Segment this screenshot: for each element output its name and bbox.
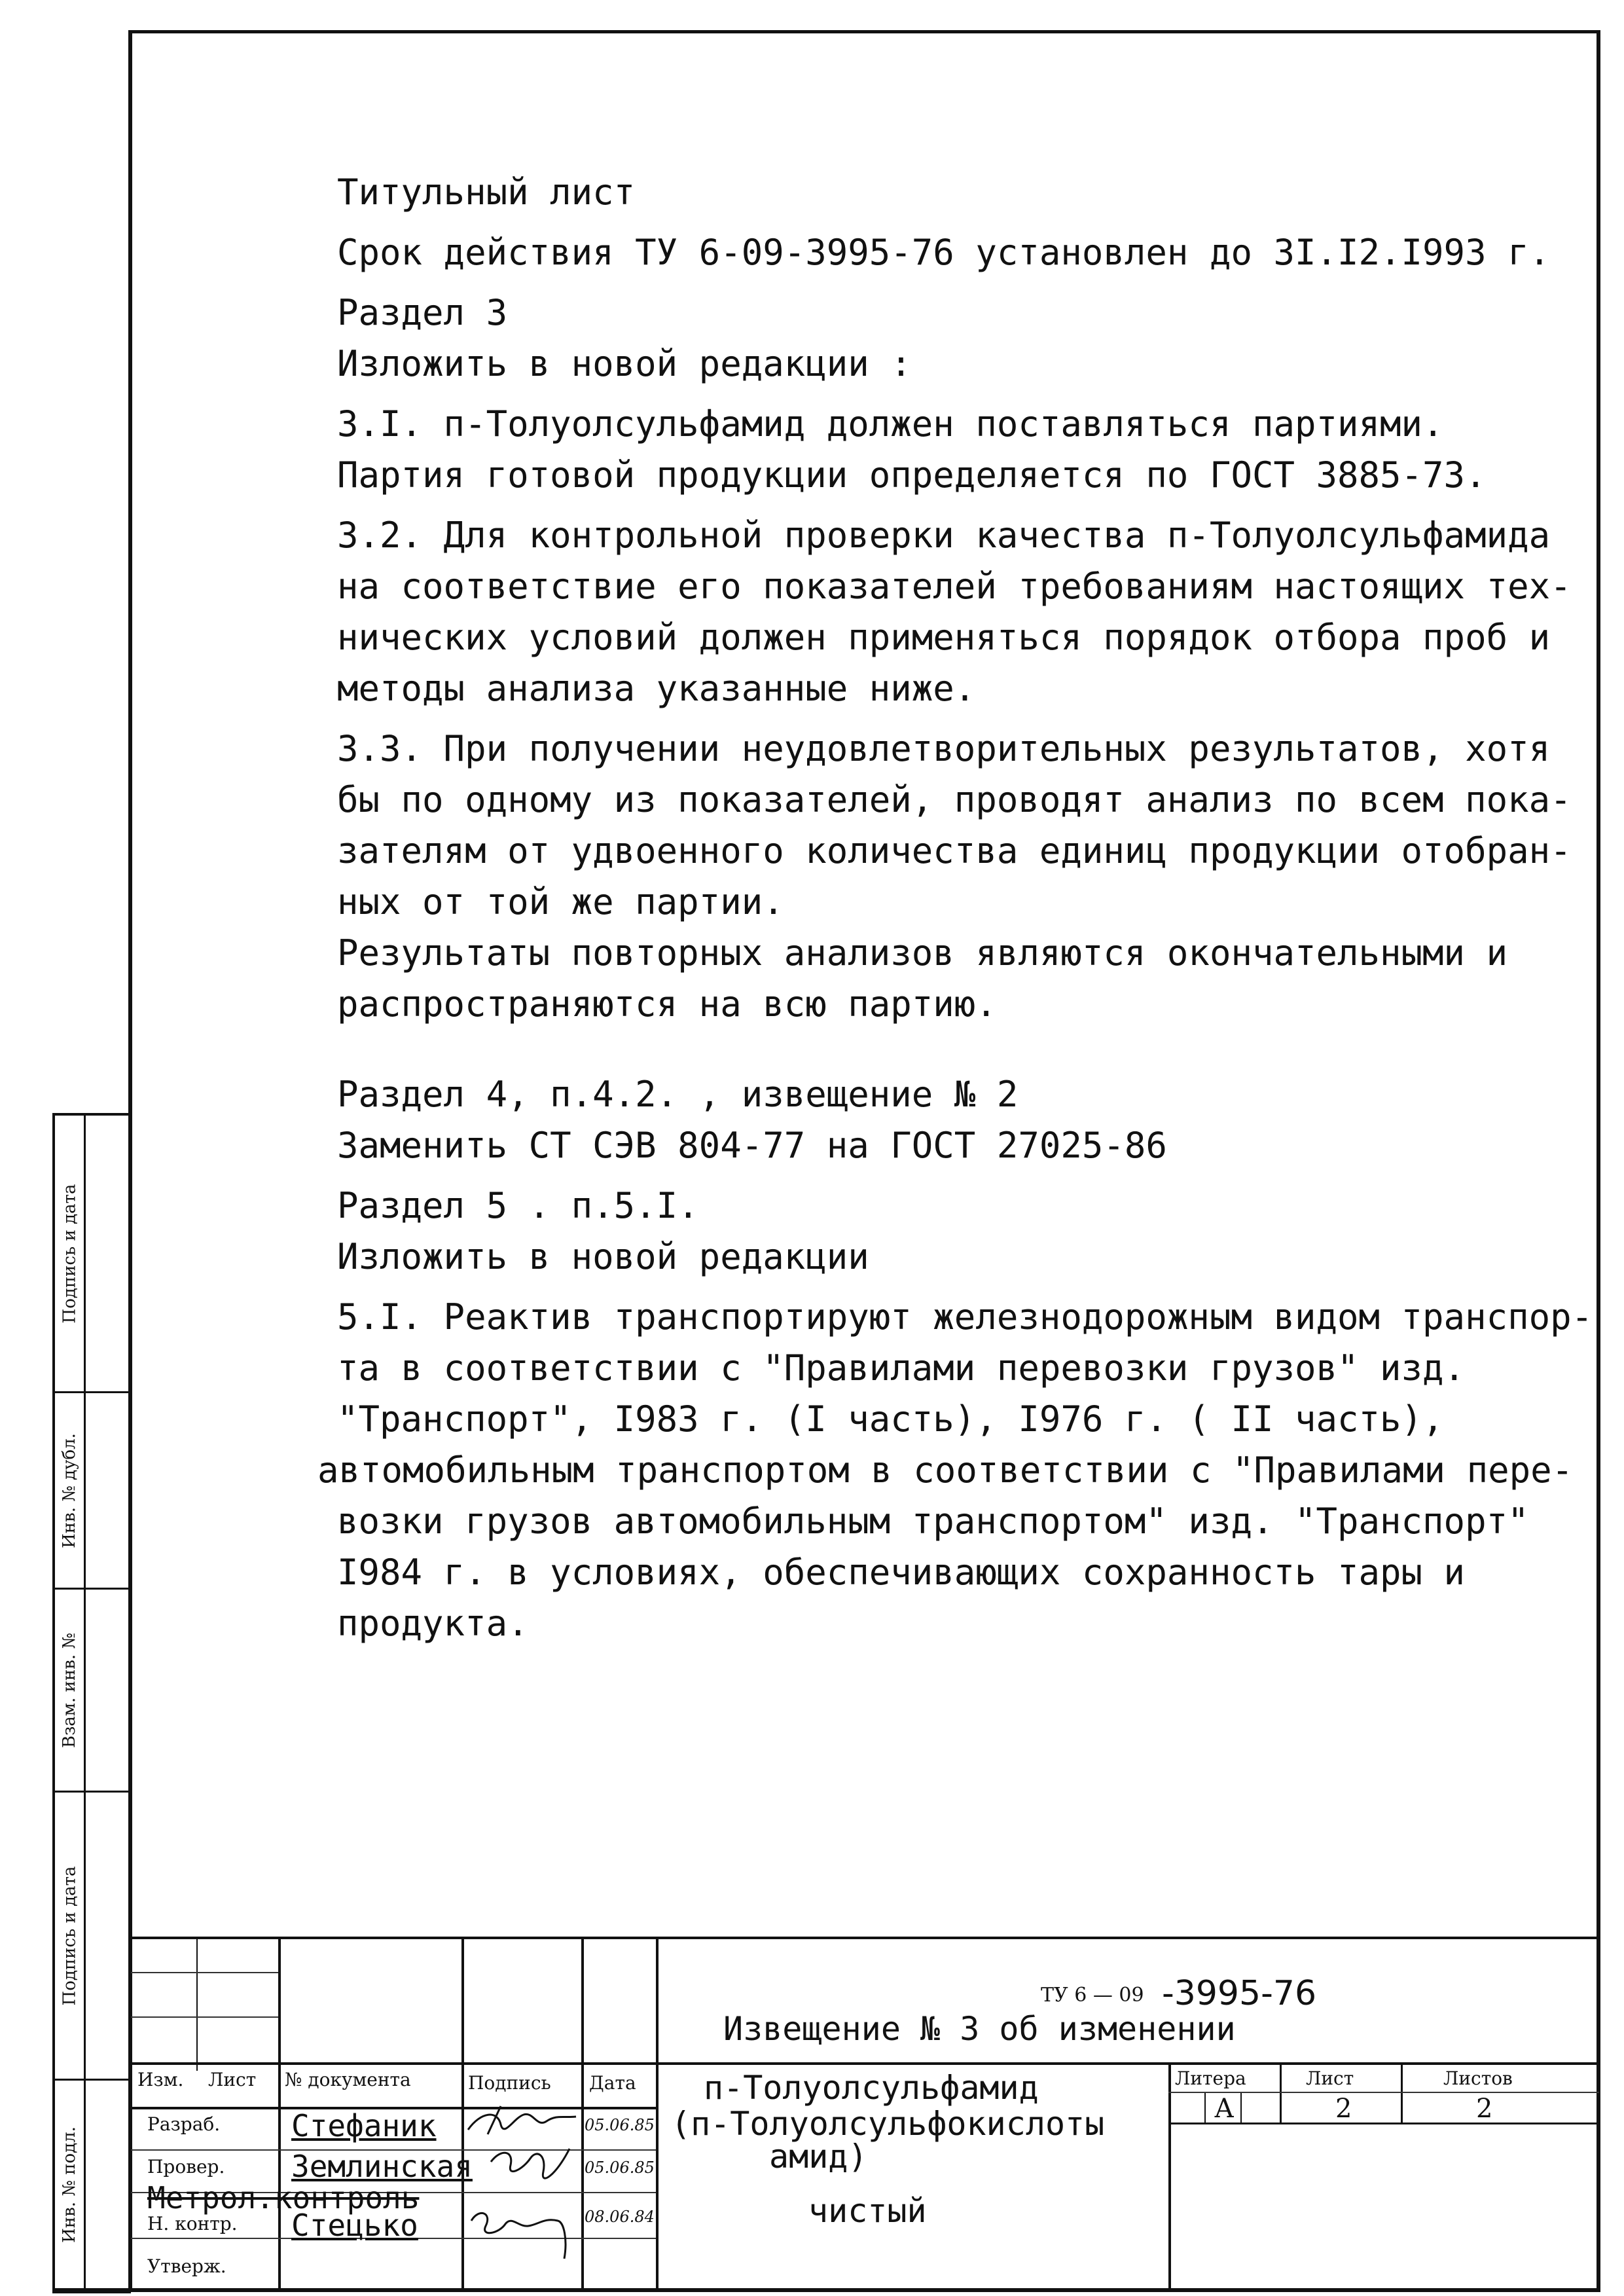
sheets-value: 2 bbox=[1476, 2094, 1493, 2124]
paragraph-3-2-line: на соответствие его показателей требованиям настоящих тех- bbox=[337, 566, 1572, 607]
frame-bottom-border bbox=[52, 2288, 1600, 2292]
checker-date: 05.06.85 bbox=[585, 2159, 655, 2177]
side-label-duplicate-inv: Инв. № дубл. bbox=[60, 1432, 79, 1548]
paragraph-3-3-line: зателям от удвоенного количества единиц продукции отобран- bbox=[337, 830, 1572, 871]
paragraph-5-1-line: 5.I. Реактив транспортируют железнодорожным видом транспор- bbox=[337, 1296, 1593, 1338]
grid-line bbox=[131, 2016, 278, 2018]
role-checker: Провер. bbox=[147, 2156, 225, 2178]
section4-heading: Раздел 4, п.4.2. , извещение № 2 bbox=[337, 1074, 1019, 1115]
sheet-label: Лист bbox=[1306, 2068, 1354, 2089]
metrology-control: Метрол.контроль bbox=[147, 2180, 420, 2215]
paragraph-5-1-line: автомобильным транспортом в соответствии с "Правилами пере- bbox=[317, 1449, 1574, 1491]
side-label-original-inv: Инв. № подл. bbox=[60, 2126, 79, 2243]
validity-line: Срок действия ТУ 6-09-3995-76 установлен до 3I.I2.I993 г. bbox=[337, 232, 1551, 273]
designation-prefix: ТУ 6 — 09 bbox=[1041, 1984, 1144, 2007]
side-label-signature-date-2: Подпись и дата bbox=[60, 1866, 79, 2005]
paragraph-3-3-line: 3.3. При получении неудовлетворительных результатов, хотя bbox=[337, 728, 1551, 769]
norm-control-name: Стецько bbox=[291, 2208, 418, 2243]
grid-line bbox=[1168, 2092, 1599, 2093]
paragraph-5-1-line: I984 г. в условиях, обеспечивающих сохранность тары и bbox=[337, 1552, 1466, 1593]
notice-title: Извещение № 3 об изменении bbox=[723, 2010, 1236, 2048]
document-body bbox=[317, 167, 1593, 1649]
role-approver: Утверж. bbox=[147, 2255, 226, 2277]
litera-label: Литера bbox=[1175, 2068, 1246, 2089]
sheets-label: Листов bbox=[1443, 2068, 1513, 2089]
developer-name: Стефаник bbox=[291, 2108, 437, 2143]
role-developer: Разраб. bbox=[147, 2113, 221, 2135]
section3-heading: Раздел 3 bbox=[337, 292, 508, 333]
section3-instruction: Изложить в новой редакции : bbox=[337, 343, 912, 384]
title-block-divider bbox=[1168, 2062, 1171, 2288]
grid-line bbox=[1204, 2093, 1206, 2123]
product-name: п-Толуолсульфамид bbox=[704, 2069, 1039, 2107]
litera-value: А bbox=[1214, 2094, 1235, 2124]
grid-line bbox=[196, 1937, 198, 2071]
section5-instruction: Изложить в новой редакции bbox=[337, 1236, 869, 1277]
title-sheet-line: Титульный лист bbox=[337, 172, 636, 213]
grid-line bbox=[131, 1972, 278, 1973]
paragraph-3-1-line: Партия готовой продукции определяется по ГОСТ 3885-73. bbox=[337, 454, 1487, 496]
product-alt-name-line1: (п-Толуолсульфокислоты bbox=[671, 2105, 1105, 2143]
grid-line bbox=[1240, 2093, 1242, 2123]
paragraph-3-2-line: 3.2. Для контрольной проверки качества п-Толуолсульфамида bbox=[337, 515, 1551, 556]
side-label-signature-date: Подпись и дата bbox=[60, 1184, 79, 1324]
paragraph-3-3-line: бы по одному из показателей, проводят анализ по всем пока- bbox=[337, 779, 1572, 820]
header-sheet: Лист bbox=[208, 2069, 257, 2090]
header-doc-number: № документа bbox=[285, 2069, 411, 2090]
title-block-line bbox=[656, 2062, 1599, 2065]
product-alt-name-line2: амид) bbox=[769, 2138, 868, 2176]
checker-name: Землинская bbox=[291, 2149, 473, 2184]
title-block-top-line bbox=[131, 1937, 1599, 1939]
checker-signature bbox=[484, 2136, 583, 2188]
paragraph-5-1-line: продукта. bbox=[337, 1603, 529, 1644]
header-date: Дата bbox=[589, 2072, 636, 2094]
paragraph-5-1-line: возки грузов автомобильным транспортом" изд. "Транспорт" bbox=[337, 1501, 1529, 1542]
paragraph-3-1-line: 3.I. п-Толуолсульфамид должен поставляться партиями. bbox=[337, 403, 1444, 445]
paragraph-3-3-line: Результаты повторных анализов являются окончательными и bbox=[337, 932, 1508, 974]
header-change: Изм. bbox=[137, 2069, 184, 2090]
paragraph-3-2-line: нических условий должен применяться порядок отбора проб и bbox=[337, 617, 1551, 658]
product-grade: чистый bbox=[808, 2192, 927, 2230]
frame-right-border bbox=[1597, 30, 1600, 2292]
paragraph-5-1-line: та в соответствии с "Правилами перевозки грузов" изд. bbox=[337, 1347, 1466, 1389]
frame-top-border bbox=[131, 30, 1600, 33]
section5-heading: Раздел 5 . п.5.I. bbox=[337, 1185, 699, 1226]
grid-line bbox=[278, 1937, 281, 2290]
paragraph-3-3-line: ных от той же партии. bbox=[337, 881, 784, 922]
paragraph-3-3-line: распространяются на всю партию. bbox=[337, 983, 997, 1025]
grid-line bbox=[131, 2062, 656, 2065]
section4-replace-line: Заменить СТ СЭВ 804-77 на ГОСТ 27025-86 bbox=[337, 1125, 1167, 1166]
role-norm-control: Н. контр. bbox=[147, 2213, 238, 2234]
norm-control-date: 08.06.84 bbox=[585, 2208, 655, 2226]
header-signature: Подпись bbox=[468, 2072, 551, 2094]
title-block-divider bbox=[656, 1937, 659, 2290]
paragraph-3-2-line: методы анализа указанные ниже. bbox=[337, 668, 976, 709]
sheet-value: 2 bbox=[1335, 2094, 1352, 2124]
designation-number: -3995-76 bbox=[1162, 1974, 1317, 2013]
norm-control-signature bbox=[466, 2201, 584, 2263]
developer-date: 05.06.85 bbox=[585, 2116, 655, 2134]
side-label-replaced-inv: Взам. инв. № bbox=[60, 1632, 80, 1748]
paragraph-5-1-line: "Транспорт", I983 г. (I часть), I976 г. ( II часть), bbox=[337, 1398, 1444, 1440]
